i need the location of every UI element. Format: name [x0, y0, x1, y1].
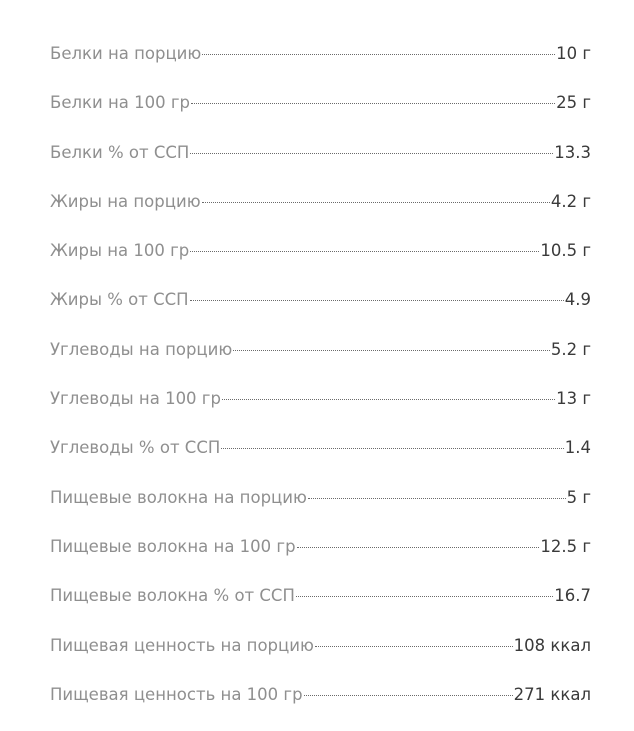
nutrient-value: 5 г — [566, 487, 591, 507]
dotted-leader — [190, 251, 539, 252]
dotted-leader — [304, 695, 513, 696]
nutrient-value: 271 ккал — [513, 684, 591, 704]
nutrition-row-fiber-percent — [50, 583, 591, 632]
nutrition-row-energy-100g — [50, 682, 591, 731]
nutrient-value: 16.7 — [554, 586, 591, 606]
nutrition-row-protein-100g — [50, 90, 591, 139]
nutrient-value: 4.9 — [564, 290, 591, 310]
nutrient-value: 108 ккал — [513, 635, 591, 655]
nutrient-label: Белки % от ССП — [50, 142, 190, 162]
nutrient-label: Пищевая ценность на 100 гр — [50, 684, 303, 704]
nutrient-value: 10.5 г — [540, 241, 591, 261]
nutrition-row-fiber-serving — [50, 485, 591, 534]
nutrition-row-energy-serving — [50, 633, 591, 682]
nutrient-value: 10 г — [556, 44, 591, 63]
nutrient-label: Пищевые волокна на порцию — [50, 487, 307, 507]
nutrition-row-protein-serving — [50, 41, 591, 90]
nutrient-label: Углеводы на 100 гр — [50, 389, 221, 409]
dotted-leader — [190, 300, 564, 301]
nutrient-label: Пищевые волокна % от ССП — [50, 586, 295, 606]
nutrient-value: 1.4 — [564, 438, 591, 458]
nutrient-label: Белки на 100 гр — [50, 93, 190, 113]
nutrient-value: 4.2 г — [550, 191, 591, 211]
nutrition-row-fat-percent — [50, 287, 591, 336]
dotted-leader — [296, 596, 553, 597]
nutrient-value: 12.5 г — [540, 536, 591, 556]
nutrient-label: Жиры % от ССП — [50, 290, 189, 310]
nutrition-row-fat-100g — [50, 238, 591, 287]
dotted-leader — [308, 498, 566, 499]
nutrition-facts-list — [50, 41, 591, 731]
nutrient-label: Жиры на 100 гр — [50, 241, 190, 261]
dotted-leader — [191, 103, 555, 104]
nutrient-label: Пищевая ценность на порцию — [50, 635, 314, 655]
dotted-leader — [202, 202, 550, 203]
nutrient-value: 13 г — [556, 389, 591, 409]
dotted-leader — [222, 399, 555, 400]
nutrient-value: 25 г — [556, 93, 591, 113]
nutrient-label: Углеводы на порцию — [50, 339, 233, 359]
dotted-leader — [315, 646, 513, 647]
nutrition-row-fat-serving — [50, 189, 591, 238]
nutrient-label: Углеводы % от ССП — [50, 438, 221, 458]
dotted-leader — [202, 54, 555, 55]
nutrient-value: 13.3 — [554, 142, 591, 162]
nutrition-row-fiber-100g — [50, 534, 591, 583]
nutrient-label: Белки на порцию — [50, 44, 202, 63]
dotted-leader — [221, 448, 564, 449]
dotted-leader — [190, 153, 553, 154]
nutrition-row-carbs-100g — [50, 386, 591, 435]
nutrient-value: 5.2 г — [550, 339, 591, 359]
dotted-leader — [233, 350, 550, 351]
nutrition-row-carbs-percent — [50, 435, 591, 484]
nutrition-row-carbs-serving — [50, 337, 591, 386]
nutrient-label: Пищевые волокна на 100 гр — [50, 536, 296, 556]
dotted-leader — [297, 547, 540, 548]
nutrient-label: Жиры на порцию — [50, 191, 201, 211]
nutrition-row-protein-percent — [50, 140, 591, 189]
